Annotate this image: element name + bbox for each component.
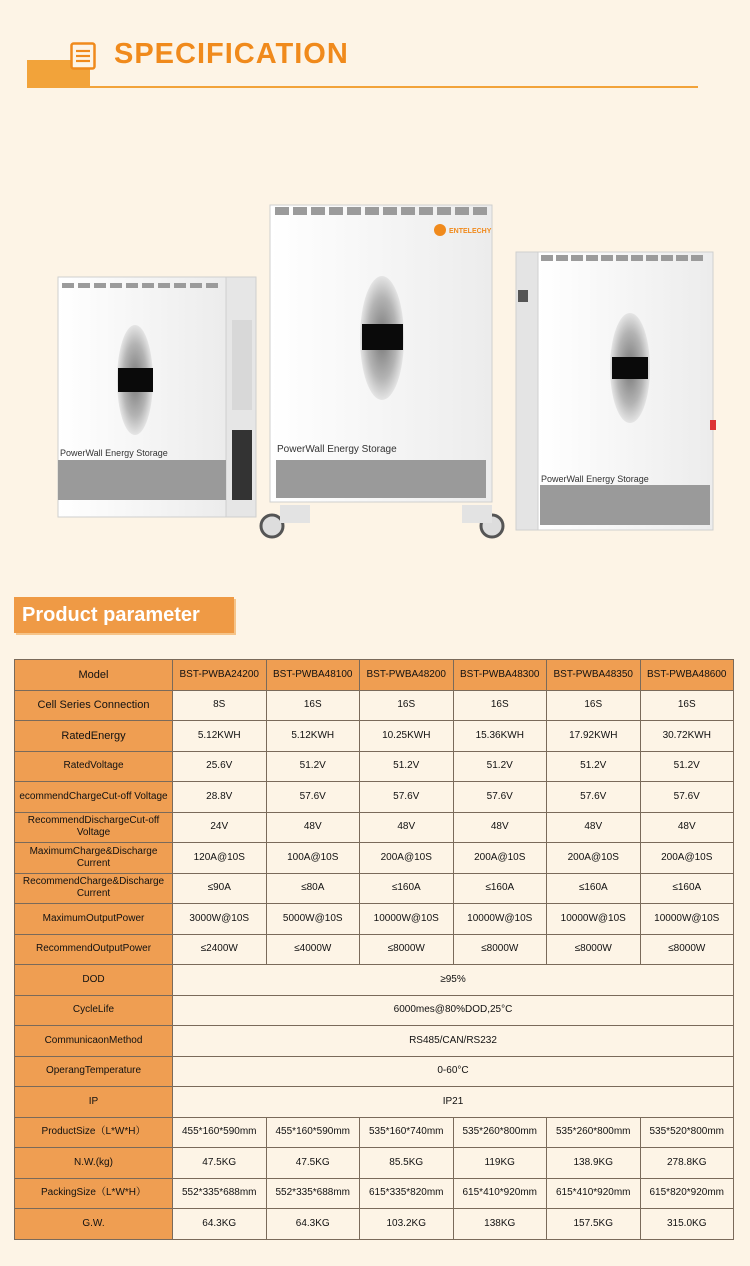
table-row bbox=[15, 751, 734, 782]
product-unit-large bbox=[516, 252, 716, 530]
table-row bbox=[15, 934, 734, 965]
cell-value: 200A@10S bbox=[547, 843, 641, 874]
table-row bbox=[15, 1178, 734, 1209]
cell-value: 200A@10S bbox=[453, 843, 547, 874]
cell-value: 535*260*800mm bbox=[547, 1117, 641, 1148]
cell-value: 615*410*920mm bbox=[547, 1178, 641, 1209]
cell-value: 51.2V bbox=[547, 751, 641, 782]
table-row bbox=[15, 721, 734, 752]
cell-value: 278.8KG bbox=[640, 1148, 734, 1179]
row-label: CycleLife bbox=[15, 995, 173, 1026]
row-label: PackingSize（L*W*H） bbox=[15, 1178, 173, 1209]
cell-value: 10.25KWH bbox=[360, 721, 454, 752]
model-name: BST-PWBA48200 bbox=[360, 660, 454, 691]
row-label: RecommendOutputPower bbox=[15, 934, 173, 965]
cell-value: ≤8000W bbox=[547, 934, 641, 965]
cell-value: 100A@10S bbox=[266, 843, 360, 874]
table-row bbox=[15, 1209, 734, 1240]
cell-value: 16S bbox=[547, 690, 641, 721]
cell-value: 10000W@10S bbox=[640, 904, 734, 935]
document-list-icon bbox=[70, 42, 96, 70]
model-name: BST-PWBA48100 bbox=[266, 660, 360, 691]
cell-value: 85.5KG bbox=[360, 1148, 454, 1179]
table-row bbox=[15, 812, 734, 843]
cell-value: 57.6V bbox=[453, 782, 547, 813]
cell-value: 0-60°C bbox=[173, 1056, 734, 1087]
row-label: G.W. bbox=[15, 1209, 173, 1240]
cell-value: 57.6V bbox=[266, 782, 360, 813]
table-header-row bbox=[15, 660, 734, 691]
section-label: Product parameter bbox=[14, 597, 234, 633]
cell-value: ≤90A bbox=[173, 873, 267, 904]
row-label: RecommendDischargeCut-off Voltage bbox=[15, 812, 173, 843]
cell-value: 552*335*688mm bbox=[173, 1178, 267, 1209]
row-label: DOD bbox=[15, 965, 173, 996]
cell-value: 47.5KG bbox=[266, 1148, 360, 1179]
cell-value: 455*160*590mm bbox=[173, 1117, 267, 1148]
row-label: OperangTemperature bbox=[15, 1056, 173, 1087]
row-label: MaximumOutputPower bbox=[15, 904, 173, 935]
row-label: ecommendChargeCut-off Voltage bbox=[15, 782, 173, 813]
cell-value: 16S bbox=[266, 690, 360, 721]
product-label: PowerWall Energy Storage bbox=[60, 448, 168, 458]
cell-value: 200A@10S bbox=[360, 843, 454, 874]
row-label: MaximumCharge&Discharge Current bbox=[15, 843, 173, 874]
cell-value: ≤80A bbox=[266, 873, 360, 904]
table-row bbox=[15, 690, 734, 721]
row-label: IP bbox=[15, 1087, 173, 1118]
cell-value: 64.3KG bbox=[266, 1209, 360, 1240]
cell-value: 120A@10S bbox=[173, 843, 267, 874]
table-row bbox=[15, 843, 734, 874]
cell-value: 615*820*920mm bbox=[640, 1178, 734, 1209]
cell-value: ≤160A bbox=[360, 873, 454, 904]
table-row bbox=[15, 965, 734, 996]
cell-value: 615*335*820mm bbox=[360, 1178, 454, 1209]
product-image bbox=[0, 190, 750, 550]
table-row bbox=[15, 904, 734, 935]
row-label: RatedEnergy bbox=[15, 721, 173, 752]
product-label: PowerWall Energy Storage bbox=[541, 474, 649, 484]
cell-value: 119KG bbox=[453, 1148, 547, 1179]
table-row bbox=[15, 995, 734, 1026]
model-name: BST-PWBA48350 bbox=[547, 660, 641, 691]
cell-value: 8S bbox=[173, 690, 267, 721]
product-unit-medium bbox=[261, 205, 503, 537]
cell-value: ≥95% bbox=[173, 965, 734, 996]
cell-value: ≤160A bbox=[640, 873, 734, 904]
cell-value: 48V bbox=[640, 812, 734, 843]
cell-value: 200A@10S bbox=[640, 843, 734, 874]
cell-value: 315.0KG bbox=[640, 1209, 734, 1240]
model-name: BST-PWBA48600 bbox=[640, 660, 734, 691]
cell-value: 10000W@10S bbox=[453, 904, 547, 935]
cell-value: 615*410*920mm bbox=[453, 1178, 547, 1209]
cell-value: 51.2V bbox=[266, 751, 360, 782]
product-label: PowerWall Energy Storage bbox=[277, 444, 397, 455]
cell-value: 57.6V bbox=[360, 782, 454, 813]
cell-value: 25.6V bbox=[173, 751, 267, 782]
table-row bbox=[15, 1056, 734, 1087]
table-row bbox=[15, 1117, 734, 1148]
cell-value: 57.6V bbox=[640, 782, 734, 813]
cell-value: 47.5KG bbox=[173, 1148, 267, 1179]
cell-value: ≤8000W bbox=[640, 934, 734, 965]
spec-table bbox=[14, 659, 734, 1240]
cell-value: 57.6V bbox=[547, 782, 641, 813]
cell-value: 535*260*800mm bbox=[453, 1117, 547, 1148]
cell-value: 455*160*590mm bbox=[266, 1117, 360, 1148]
cell-value: ≤160A bbox=[453, 873, 547, 904]
cell-value: 48V bbox=[360, 812, 454, 843]
cell-value: 138KG bbox=[453, 1209, 547, 1240]
model-name: BST-PWBA24200 bbox=[173, 660, 267, 691]
cell-value: 16S bbox=[453, 690, 547, 721]
cell-value: 51.2V bbox=[640, 751, 734, 782]
header-label: Model bbox=[15, 660, 173, 691]
cell-value: 5.12KWH bbox=[173, 721, 267, 752]
row-label: CommunicaonMethod bbox=[15, 1026, 173, 1057]
cell-value: 535*160*740mm bbox=[360, 1117, 454, 1148]
cell-value: 5000W@10S bbox=[266, 904, 360, 935]
row-label: Cell Series Connection bbox=[15, 690, 173, 721]
cell-value: RS485/CAN/RS232 bbox=[173, 1026, 734, 1057]
cell-value: 51.2V bbox=[360, 751, 454, 782]
table-row bbox=[15, 1087, 734, 1118]
cell-value: 48V bbox=[266, 812, 360, 843]
table-row bbox=[15, 1148, 734, 1179]
cell-value: 24V bbox=[173, 812, 267, 843]
row-label: RecommendCharge&Discharge Current bbox=[15, 873, 173, 904]
cell-value: ≤2400W bbox=[173, 934, 267, 965]
cell-value: ≤4000W bbox=[266, 934, 360, 965]
cell-value: 138.9KG bbox=[547, 1148, 641, 1179]
cell-value: 552*335*688mm bbox=[266, 1178, 360, 1209]
row-label: N.W.(kg) bbox=[15, 1148, 173, 1179]
product-unit-small bbox=[58, 277, 256, 517]
cell-value: 10000W@10S bbox=[547, 904, 641, 935]
row-label: ProductSize（L*W*H） bbox=[15, 1117, 173, 1148]
cell-value: ≤160A bbox=[547, 873, 641, 904]
table-row bbox=[15, 782, 734, 813]
table-row bbox=[15, 873, 734, 904]
table-row bbox=[15, 1026, 734, 1057]
row-label: RatedVoltage bbox=[15, 751, 173, 782]
model-name: BST-PWBA48300 bbox=[453, 660, 547, 691]
brand-logo: ENTELECHY bbox=[449, 228, 492, 235]
page-title: SPECIFICATION bbox=[114, 38, 349, 70]
cell-value: 3000W@10S bbox=[173, 904, 267, 935]
cell-value: 15.36KWH bbox=[453, 721, 547, 752]
cell-value: 10000W@10S bbox=[360, 904, 454, 935]
cell-value: 28.8V bbox=[173, 782, 267, 813]
cell-value: 51.2V bbox=[453, 751, 547, 782]
header-underline bbox=[90, 86, 698, 88]
cell-value: 64.3KG bbox=[173, 1209, 267, 1240]
cell-value: 16S bbox=[360, 690, 454, 721]
cell-value: 48V bbox=[453, 812, 547, 843]
cell-value: ≤8000W bbox=[360, 934, 454, 965]
cell-value: ≤8000W bbox=[453, 934, 547, 965]
cell-value: 6000mes@80%DOD,25°C bbox=[173, 995, 734, 1026]
cell-value: 535*520*800mm bbox=[640, 1117, 734, 1148]
cell-value: 103.2KG bbox=[360, 1209, 454, 1240]
cell-value: 30.72KWH bbox=[640, 721, 734, 752]
cell-value: 157.5KG bbox=[547, 1209, 641, 1240]
cell-value: 17.92KWH bbox=[547, 721, 641, 752]
cell-value: 5.12KWH bbox=[266, 721, 360, 752]
cell-value: IP21 bbox=[173, 1087, 734, 1118]
cell-value: 48V bbox=[547, 812, 641, 843]
cell-value: 16S bbox=[640, 690, 734, 721]
